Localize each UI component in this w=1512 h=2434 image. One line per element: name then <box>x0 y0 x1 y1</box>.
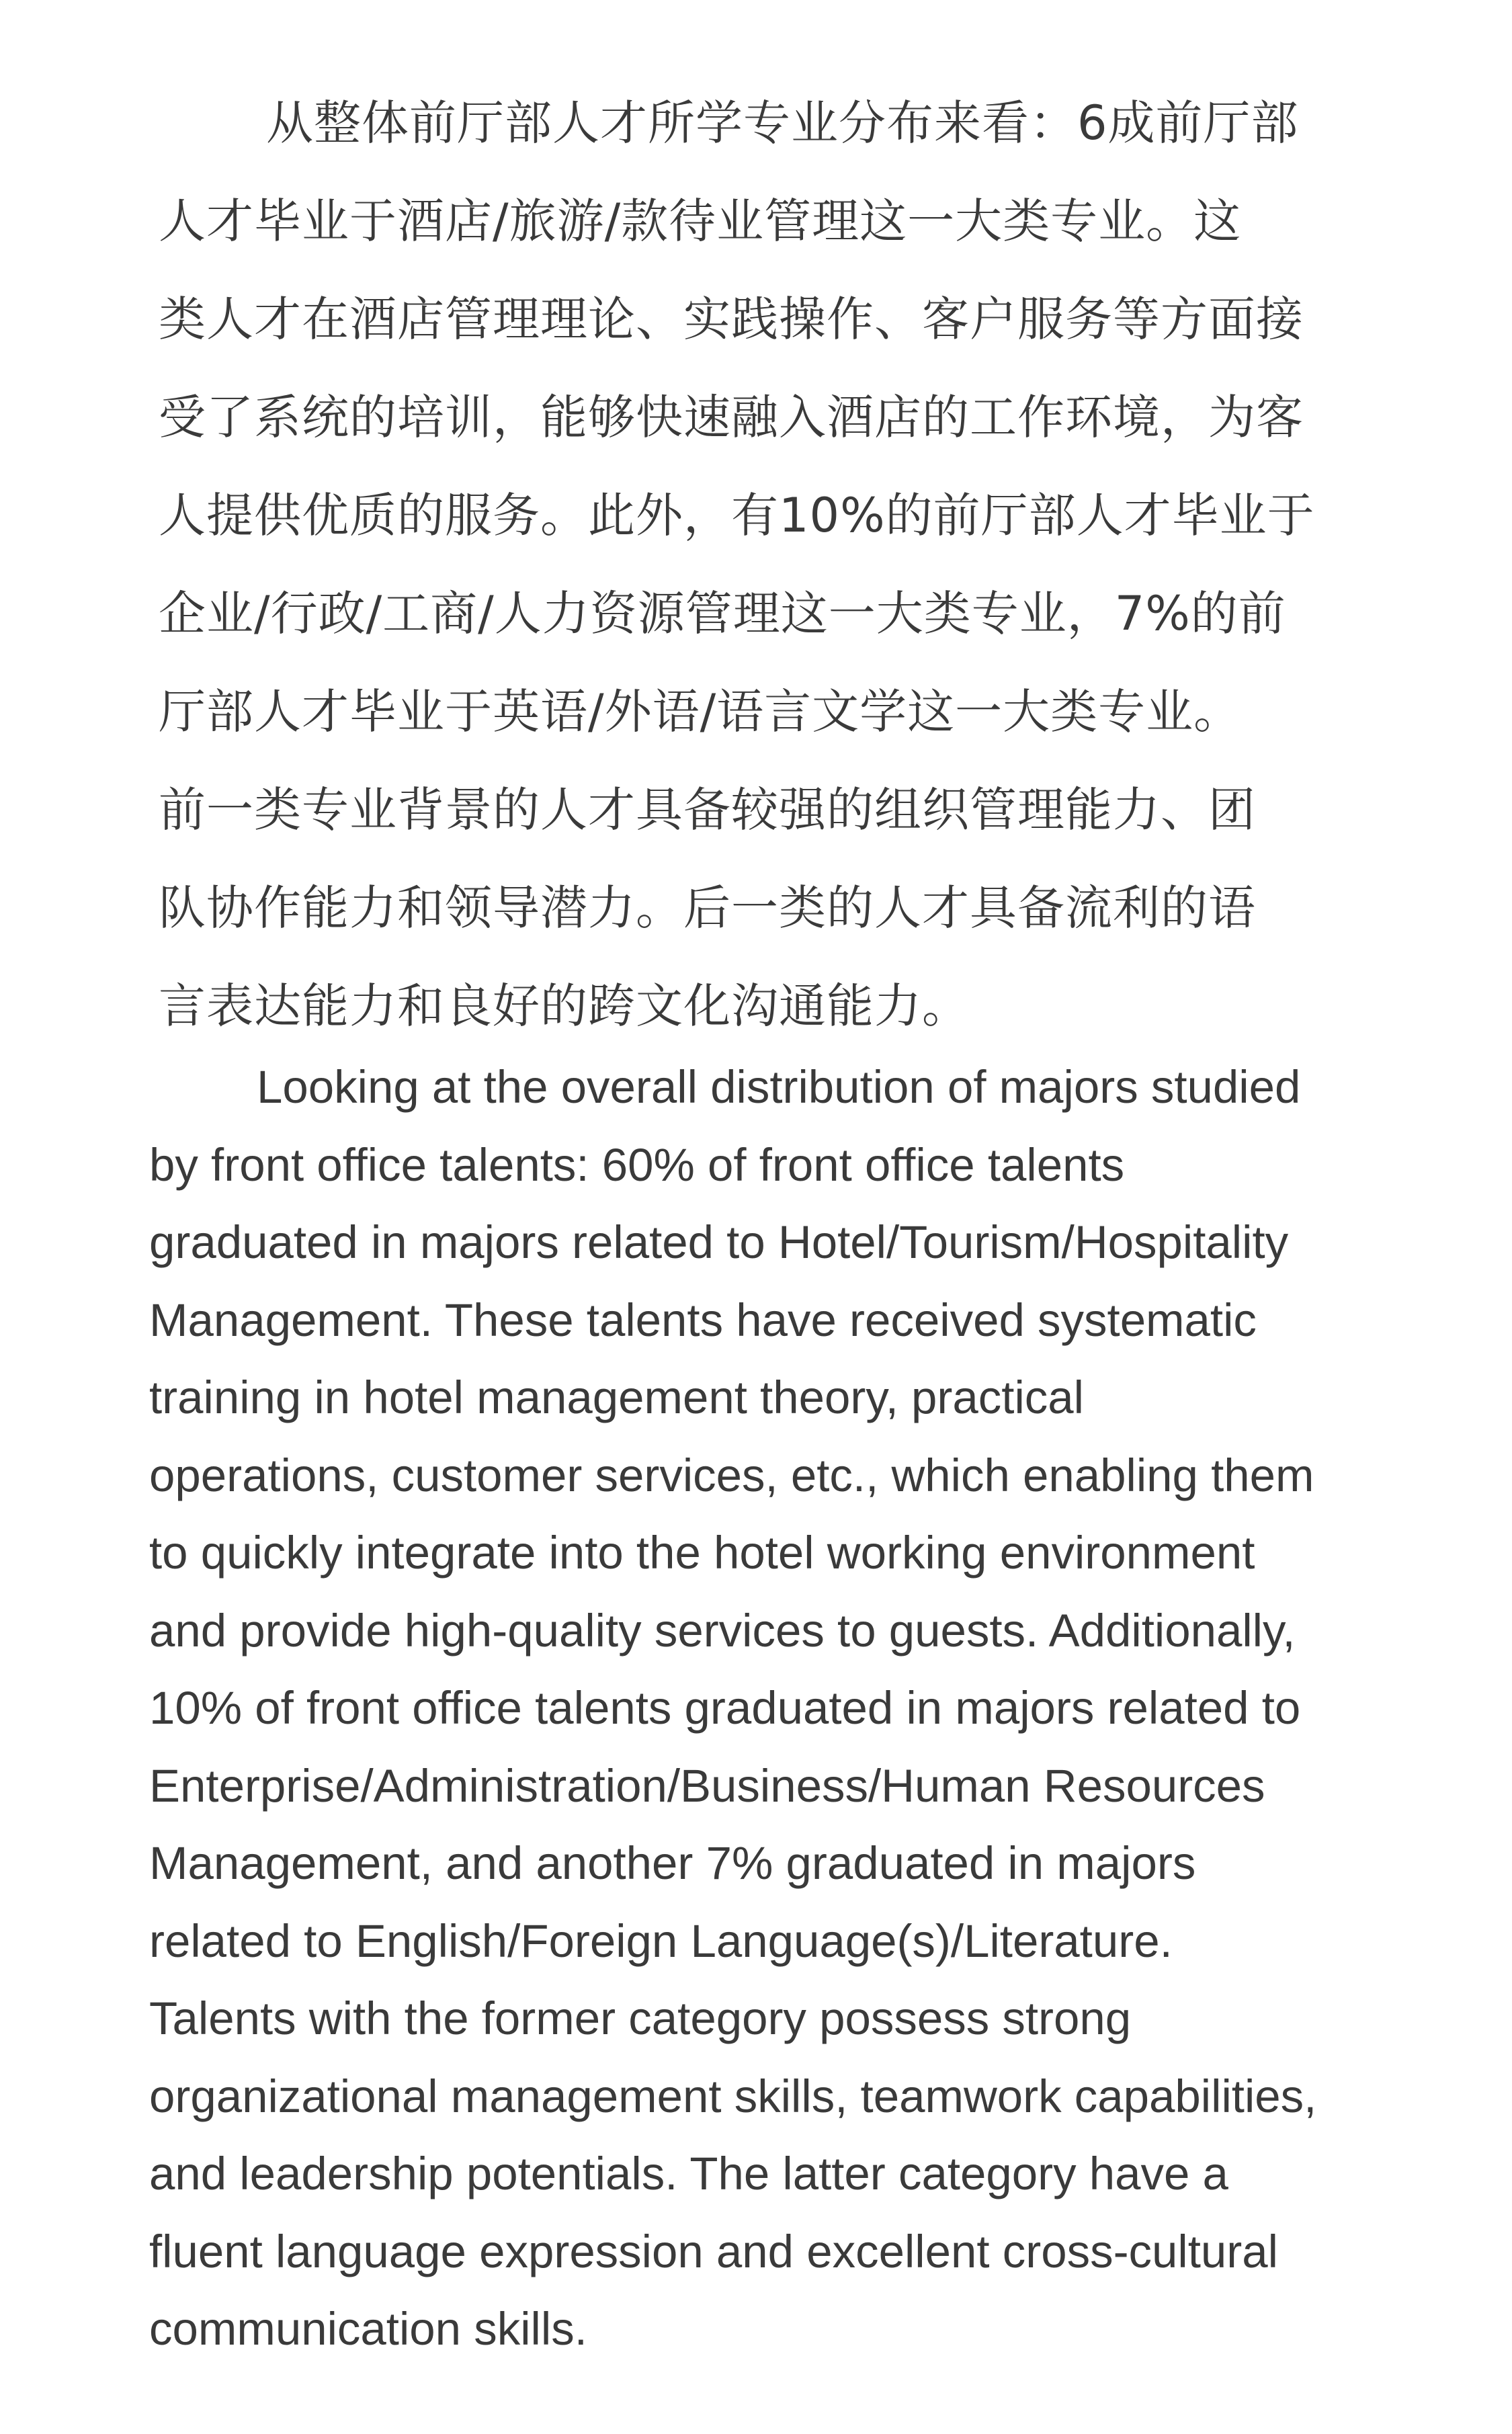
zh-line: 受了系统的培训，能够快速融入酒店的工作环境，为客 <box>159 390 1304 445</box>
english-paragraph <box>149 1048 1466 2368</box>
en-line: 10% of front office talents graduated in majors related to <box>149 1682 1301 1734</box>
en-line: related to English/Foreign Language(s)/Literature. <box>149 1915 1173 1967</box>
zh-line: 类人才在酒店管理理论、实践操作、客户服务等方面接 <box>159 292 1304 347</box>
en-line: by front office talents: 60% of front office talents <box>149 1138 1125 1191</box>
zh-line: 前一类专业背景的人才具备较强的组织管理能力、团 <box>159 782 1256 837</box>
zh-line: 从整体前厅部人才所学专业分布来看：6成前厅部 <box>266 95 1299 151</box>
en-line: Talents with the former category possess strong <box>149 1992 1132 2044</box>
en-line: to quickly integrate into the hotel working environment <box>149 1527 1255 1579</box>
en-line: organizational management skills, teamwork capabilities, <box>149 2070 1317 2122</box>
en-line: and leadership potentials. The latter category have a <box>149 2148 1228 2199</box>
en-line: Enterprise/Administration/Business/Human Resources <box>149 1759 1265 1812</box>
chinese-paragraph <box>159 74 1368 1055</box>
zh-line: 企业/行政/工商/人力资源管理这一大类专业，7%的前 <box>159 586 1286 641</box>
en-line: operations, customer services, etc., which enabling them <box>149 1449 1314 1501</box>
en-line: Management, and another 7% graduated in majors <box>149 1837 1196 1889</box>
en-line: Looking at the overall distribution of majors studied <box>257 1061 1301 1113</box>
en-line: Management. These talents have received systematic <box>149 1294 1257 1346</box>
zh-line: 人提供优质的服务。此外，有10%的前厅部人才毕业于 <box>159 488 1315 543</box>
en-line: fluent language expression and excellent cross-cultural <box>149 2225 1278 2277</box>
zh-line: 人才毕业于酒店/旅游/款待业管理这一大类专业。这 <box>159 194 1242 249</box>
en-line: graduated in majors related to Hotel/Tourism/Hospitality <box>149 1216 1289 1268</box>
zh-line: 厅部人才毕业于英语/外语/语言文学这一大类专业。 <box>159 684 1242 739</box>
en-line: communication skills. <box>149 2303 587 2355</box>
en-line: and provide high-quality services to guests. Additionally, <box>149 1604 1296 1656</box>
zh-line: 言表达能力和良好的跨文化沟通能力。 <box>159 978 970 1034</box>
zh-line: 队协作能力和领导潜力。后一类的人才具备流利的语 <box>159 880 1256 935</box>
en-line: training in hotel management theory, practical <box>149 1372 1084 1423</box>
